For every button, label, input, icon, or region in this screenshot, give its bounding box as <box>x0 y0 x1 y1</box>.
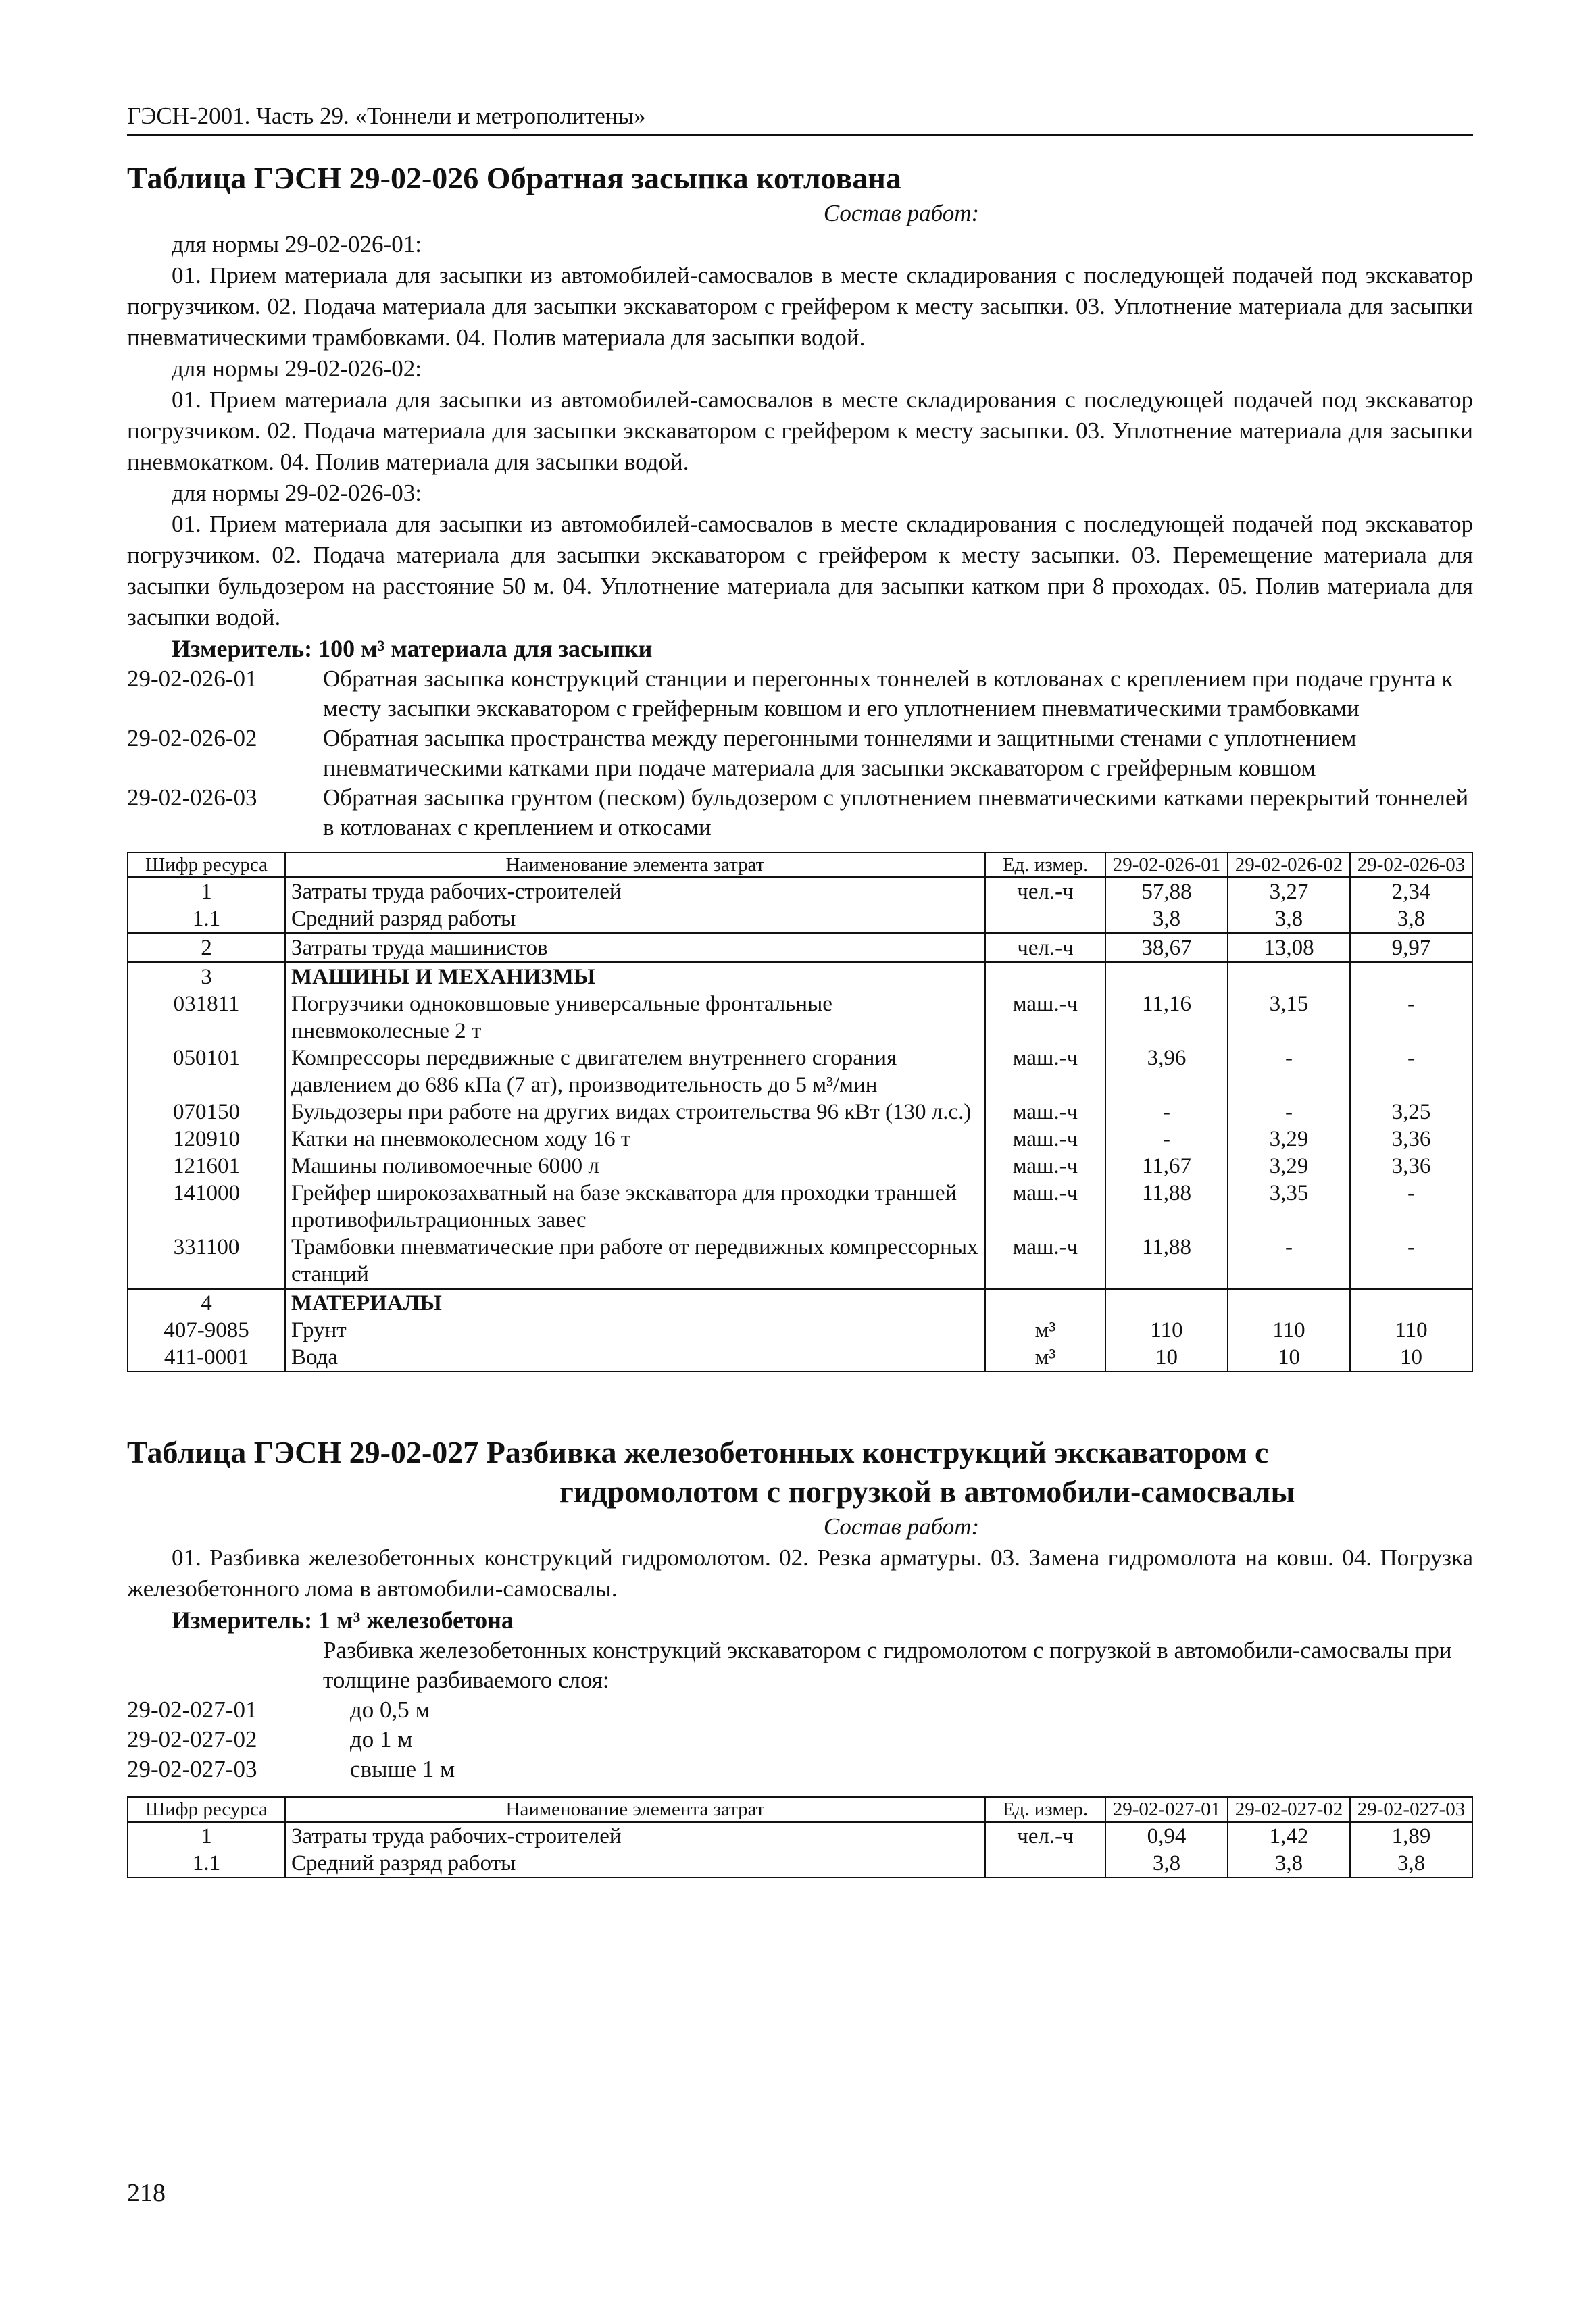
cell-value-1 <box>1105 963 1228 991</box>
cell-name: Трамбовки пневматические при работе от передвижных компрессорных станций <box>285 1234 985 1289</box>
norm-item <box>127 1725 1473 1755</box>
cell-value-3: 1,89 <box>1350 1822 1472 1851</box>
cell-name: Вода <box>285 1344 985 1372</box>
cell-value-2: - <box>1228 1045 1350 1099</box>
table-row <box>128 1153 1472 1180</box>
norm-desc: свыше 1 м <box>350 1756 455 1782</box>
cell-value-1: 11,88 <box>1105 1234 1228 1289</box>
cell-value-2: 3,29 <box>1228 1126 1350 1153</box>
cell-value-2: - <box>1228 1099 1350 1126</box>
cell-code: 331100 <box>128 1234 285 1289</box>
cell-value-2: 10 <box>1228 1344 1350 1372</box>
table-row <box>128 934 1472 963</box>
cell-name: Затраты труда рабочих-строителей <box>285 1822 985 1851</box>
norm-code: 29-02-027-03 <box>127 1756 257 1782</box>
cell-value-3: 3,36 <box>1350 1153 1472 1180</box>
table2-sostav-label: Состав работ: <box>823 1513 980 1540</box>
norm-item <box>127 724 1473 783</box>
work-text-t2: 01. Разбивка железобетонных конструкций гидромолотом. 02. Резка арматуры. 03. Замена гидромолота на ковш. 04. Погрузка железобетонного лома в автомобили-самосвалы. <box>127 1544 1473 1602</box>
cell-unit <box>985 963 1105 991</box>
cell-code: 411-0001 <box>128 1344 285 1372</box>
cell-value-2 <box>1228 1289 1350 1317</box>
table-row <box>128 1317 1472 1344</box>
norm-code: 29-02-026-03 <box>127 784 257 811</box>
cell-unit: маш.-ч <box>985 1099 1105 1126</box>
cell-value-1: 38,67 <box>1105 934 1228 963</box>
table-row <box>128 1126 1472 1153</box>
col-header-norm-2: 29-02-026-02 <box>1228 853 1350 878</box>
cell-value-3: 3,36 <box>1350 1126 1472 1153</box>
cell-value-2 <box>1228 963 1350 991</box>
work-text-2: 01. Прием материала для засыпки из автомобилей-самосвалов в месте складирования с последующей подачей под экскаватор погрузчиком. 02. Подача материала для засыпки экскаватором с грейфером к месту засыпки. 03. Уплотнение материала для засыпки пневмокатком. 04. Полив материала для засыпки водой. <box>127 386 1473 475</box>
table2-title <box>127 1433 1473 1511</box>
norm-item <box>127 664 1473 724</box>
cell-name: Машины поливомоечные 6000 л <box>285 1153 985 1180</box>
cell-name: Бульдозеры при работе на других видах строительства 96 кВт (130 л.с.) <box>285 1099 985 1126</box>
cell-unit: маш.-ч <box>985 1153 1105 1180</box>
col-header-norm-3: 29-02-026-03 <box>1350 853 1472 878</box>
norm-code: 29-02-027-01 <box>127 1696 257 1723</box>
cell-value-3: 9,97 <box>1350 934 1472 963</box>
cell-value-2: 1,42 <box>1228 1822 1350 1851</box>
col-header-unit: Ед. измер. <box>985 853 1105 878</box>
table2-title-line2: гидромолотом с погрузкой в автомобили-самосвалы <box>559 1474 1295 1509</box>
col-header-code: Шифр ресурса <box>128 853 285 878</box>
cell-value-2: 13,08 <box>1228 934 1350 963</box>
cell-name: Катки на пневмоколесном ходу 16 т <box>285 1126 985 1153</box>
for-norm-2: для нормы 29-02-026-02: <box>172 355 422 382</box>
col-header-norm-1: 29-02-026-01 <box>1105 853 1228 878</box>
cell-unit <box>985 905 1105 934</box>
table-row <box>128 1344 1472 1372</box>
cell-name: Средний разряд работы <box>285 1850 985 1878</box>
cell-value-3 <box>1350 963 1472 991</box>
table1-measure: Измеритель: 100 м³ материала для засыпки <box>172 635 653 662</box>
table-row <box>128 1180 1472 1234</box>
table-row <box>128 905 1472 934</box>
cell-unit: м³ <box>985 1344 1105 1372</box>
cell-name: МАШИНЫ И МЕХАНИЗМЫ <box>285 963 985 991</box>
cell-code: 2 <box>128 934 285 963</box>
cell-value-1: 3,8 <box>1105 905 1228 934</box>
cell-name: Затраты труда рабочих-строителей <box>285 878 985 906</box>
col-header-unit: Ед. измер. <box>985 1797 1105 1822</box>
cell-value-1: 10 <box>1105 1344 1228 1372</box>
norm-desc: до 1 м <box>350 1726 413 1753</box>
norm-item <box>127 1755 1473 1784</box>
cell-code: 3 <box>128 963 285 991</box>
cell-value-1: 110 <box>1105 1317 1228 1344</box>
table-row <box>128 990 1472 1045</box>
for-norm-1: для нормы 29-02-026-01: <box>172 231 422 257</box>
table-row <box>128 1289 1472 1317</box>
cell-value-1: 3,8 <box>1105 1850 1228 1878</box>
norm-item <box>127 783 1473 842</box>
cell-value-1: - <box>1105 1126 1228 1153</box>
cell-code: 050101 <box>128 1045 285 1099</box>
cell-name: Компрессоры передвижные с двигателем внутреннего сгорания давлением до 686 кПа (7 ат), производительность до 5 м³/мин <box>285 1045 985 1099</box>
resource-table-2 <box>127 1796 1473 1878</box>
cell-name: Затраты труда машинистов <box>285 934 985 963</box>
norm-desc: до 0,5 м <box>350 1696 430 1723</box>
table1-title: Таблица ГЭСН 29-02-026 Обратная засыпка котлована <box>127 161 901 195</box>
cell-value-3: - <box>1350 1045 1472 1099</box>
cell-code: 031811 <box>128 990 285 1045</box>
running-header: ГЭСН-2001. Часть 29. «Тоннели и метрополитены» <box>127 101 1473 136</box>
col-header-norm-2: 29-02-027-02 <box>1228 1797 1350 1822</box>
cell-code: 120910 <box>128 1126 285 1153</box>
norm-desc: Обратная засыпка грунтом (песком) бульдозером с уплотнением пневматическими катками перекрытий тоннелей в котлованах с креплением и откосами <box>323 784 1469 840</box>
cell-unit: чел.-ч <box>985 878 1105 906</box>
cell-unit: м³ <box>985 1317 1105 1344</box>
cell-code: 121601 <box>128 1153 285 1180</box>
norm-desc: Обратная засыпка пространства между перегонными тоннелями и защитными стенами с уплотнением пневматическими катками при подаче материала для засыпки экскаватором с грейферным ковшом <box>323 725 1357 781</box>
cell-value-2: 3,8 <box>1228 905 1350 934</box>
cell-value-1: 11,88 <box>1105 1180 1228 1234</box>
cell-value-2: 3,27 <box>1228 878 1350 906</box>
col-header-code: Шифр ресурса <box>128 1797 285 1822</box>
table2-norm-intro: Разбивка железобетонных конструкций экскаватором с гидромолотом с погрузкой в автомобили-самосвалы при толщине разбиваемого слоя: <box>323 1637 1452 1693</box>
table2-measure: Измеритель: 1 м³ железобетона <box>172 1607 514 1634</box>
cell-code: 1.1 <box>128 905 285 934</box>
work-text-1: 01. Прием материала для засыпки из автомобилей-самосвалов в месте складирования с последующей подачей под экскаватор погрузчиком. 02. Подача материала для засыпки экскаватором с грейфером к месту засыпки. 03. Уплотнение материала для засыпки пневматическими трамбовками. 04. Полив материала для засыпки водой. <box>127 262 1473 351</box>
norm-code: 29-02-026-01 <box>127 665 257 692</box>
table-row <box>128 878 1472 906</box>
cell-value-1: 0,94 <box>1105 1822 1228 1851</box>
cell-value-2: 3,8 <box>1228 1850 1350 1878</box>
cell-unit: маш.-ч <box>985 990 1105 1045</box>
table-row <box>128 963 1472 991</box>
col-header-norm-3: 29-02-027-03 <box>1350 1797 1472 1822</box>
table1-sostav-label: Состав работ: <box>823 200 980 226</box>
cell-code: 1 <box>128 1822 285 1851</box>
cell-value-3: 2,34 <box>1350 878 1472 906</box>
cell-value-2: 3,15 <box>1228 990 1350 1045</box>
norm-desc: Обратная засыпка конструкций станции и перегонных тоннелей в котлованах с креплением при подаче грунта к месту засыпки экскаватором с грейферным ковшом и его уплотнением пневматическими трамбовками <box>323 665 1453 722</box>
document-page <box>127 101 1473 1878</box>
cell-value-1 <box>1105 1289 1228 1317</box>
table-header-row <box>128 853 1472 878</box>
cell-value-3: 110 <box>1350 1317 1472 1344</box>
cell-value-3: - <box>1350 1234 1472 1289</box>
cell-unit: маш.-ч <box>985 1234 1105 1289</box>
table-header-row <box>128 1797 1472 1822</box>
resource-table-1 <box>127 852 1473 1372</box>
norm-code: 29-02-026-02 <box>127 725 257 751</box>
table-row <box>128 1850 1472 1878</box>
cell-name: Погрузчики одноковшовые универсальные фронтальные пневмоколесные 2 т <box>285 990 985 1045</box>
cell-value-3 <box>1350 1289 1472 1317</box>
cell-name: Средний разряд работы <box>285 905 985 934</box>
cell-name: Грунт <box>285 1317 985 1344</box>
cell-unit: чел.-ч <box>985 1822 1105 1851</box>
cell-name: Грейфер широкозахватный на базе экскаватора для проходки траншей противофильтрационных завес <box>285 1180 985 1234</box>
cell-value-2: 3,29 <box>1228 1153 1350 1180</box>
table2-title-line1: Таблица ГЭСН 29-02-027 Разбивка железобетонных конструкций экскаватором с <box>127 1435 1269 1469</box>
cell-unit <box>985 1289 1105 1317</box>
cell-value-2: - <box>1228 1234 1350 1289</box>
cell-value-1: 57,88 <box>1105 878 1228 906</box>
work-text-3: 01. Прием материала для засыпки из автомобилей-самосвалов в месте складирования с последующей подачей под экскаватор погрузчиком. 02. Подача материала для засыпки экскаватором с грейфером к месту засыпки. 03. Перемещение материала для засыпки бульдозером на расстояние 50 м. 04. Уплотнение материала для засыпки катком при 8 проходах. 05. Полив материала для засыпки водой. <box>127 511 1473 630</box>
cell-unit <box>985 1850 1105 1878</box>
cell-value-1: 11,67 <box>1105 1153 1228 1180</box>
page-number: 218 <box>127 2179 166 2207</box>
cell-code: 407-9085 <box>128 1317 285 1344</box>
table-row <box>128 1045 1472 1099</box>
cell-name: МАТЕРИАЛЫ <box>285 1289 985 1317</box>
cell-code: 1 <box>128 878 285 906</box>
cell-code: 4 <box>128 1289 285 1317</box>
cell-value-3: - <box>1350 1180 1472 1234</box>
cell-unit: маш.-ч <box>985 1126 1105 1153</box>
table-row <box>128 1822 1472 1851</box>
cell-unit: маш.-ч <box>985 1180 1105 1234</box>
cell-value-2: 110 <box>1228 1317 1350 1344</box>
table-row <box>128 1099 1472 1126</box>
cell-value-1: 11,16 <box>1105 990 1228 1045</box>
col-header-name: Наименование элемента затрат <box>285 853 985 878</box>
cell-value-3: - <box>1350 990 1472 1045</box>
col-header-norm-1: 29-02-027-01 <box>1105 1797 1228 1822</box>
cell-value-1: - <box>1105 1099 1228 1126</box>
cell-code: 141000 <box>128 1180 285 1234</box>
cell-code: 1.1 <box>128 1850 285 1878</box>
norm-code: 29-02-027-02 <box>127 1726 257 1753</box>
cell-value-3: 3,8 <box>1350 1850 1472 1878</box>
cell-value-3: 3,8 <box>1350 905 1472 934</box>
cell-value-3: 3,25 <box>1350 1099 1472 1126</box>
cell-value-2: 3,35 <box>1228 1180 1350 1234</box>
for-norm-3: для нормы 29-02-026-03: <box>172 480 422 506</box>
cell-code: 070150 <box>128 1099 285 1126</box>
col-header-name: Наименование элемента затрат <box>285 1797 985 1822</box>
norm-item <box>127 1695 1473 1725</box>
cell-unit: чел.-ч <box>985 934 1105 963</box>
cell-value-1: 3,96 <box>1105 1045 1228 1099</box>
cell-unit: маш.-ч <box>985 1045 1105 1099</box>
table-row <box>128 1234 1472 1289</box>
cell-value-3: 10 <box>1350 1344 1472 1372</box>
